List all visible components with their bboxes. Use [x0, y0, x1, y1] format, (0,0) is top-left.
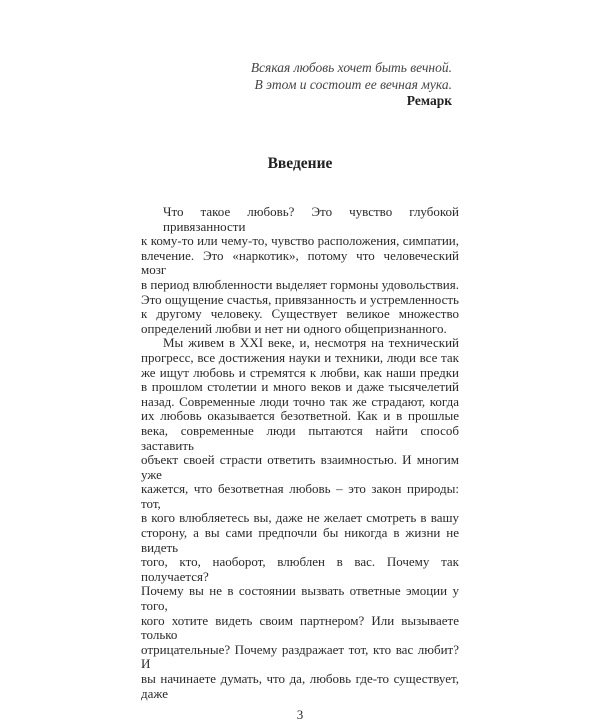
- text-line: объект своей страсти ответить взаимностью. И многим уже: [141, 452, 459, 482]
- text-line: вы начинаете думать, что да, любовь где-то существует, даже: [141, 671, 459, 701]
- text-line: в прошлом столетии и много веков и даже тысячелетий: [141, 379, 459, 395]
- text-line: в период влюбленности выделяет гормоны удовольствия.: [141, 276, 459, 292]
- text-line: века, современные люди пытаются найти способ заставить: [141, 422, 459, 453]
- epigraph-line: Всякая любовь хочет быть вечной.: [250, 60, 452, 75]
- text-line: Это ощущение счастья, привязанность и устремленность: [141, 291, 459, 307]
- text-line: прогресс, все достижения науки и техники, люди все так: [141, 349, 459, 365]
- text-line: к кому-то или чему-то, чувство расположения, симпатии,: [141, 233, 459, 249]
- text-line: сторону, а вы сами предпочли бы никогда в жизни не видеть: [141, 525, 459, 555]
- body-text: [141, 205, 459, 701]
- text-line: кого хотите видеть своим партнером? Или вызываете только: [141, 612, 459, 643]
- page-number: 3: [296, 707, 304, 722]
- epigraph-line: В этом и состоит ее вечная мука.: [254, 76, 452, 92]
- epigraph-author: Ремарк: [406, 93, 452, 108]
- paragraph: [141, 205, 459, 336]
- paragraph: [141, 336, 459, 701]
- text-line: назад. Современные люди точно так же страдают, когда: [141, 393, 459, 409]
- text-line: их любовь оказывается безответной. Как и в прошлые: [141, 408, 459, 424]
- text-line: влечение. Это «наркотик», потому что человеческий мозг: [141, 247, 459, 278]
- text-line: Мы живем в XXI веке, и, несмотря на технический: [163, 335, 459, 351]
- text-line: к другому человеку. Существует великое множество: [141, 306, 459, 322]
- text-line: Почему вы не в состоянии вызвать ответные эмоции у того,: [141, 583, 459, 614]
- text-line: же ищут любовь и стремятся к любви, как наши предки: [141, 364, 459, 380]
- chapter-heading: Введение: [267, 155, 333, 172]
- epigraph: [251, 60, 452, 110]
- page-column: [141, 155, 459, 722]
- text-line: отрицательные? Почему раздражает тот, кто вас любит? И: [141, 641, 459, 672]
- text-line: кажется, что безответная любовь – это закон природы: тот,: [141, 481, 459, 511]
- text-line: Что такое любовь? Это чувство глубокой привязанности: [163, 204, 459, 234]
- text-line: того, кто, наоборот, влюблен в вас. Почему так получается?: [141, 554, 459, 584]
- text-line: определений любви и нет ни одного общепризнанного.: [141, 320, 447, 336]
- text-line: в кого влюбляетесь вы, даже не желает смотреть в вашу: [141, 510, 459, 526]
